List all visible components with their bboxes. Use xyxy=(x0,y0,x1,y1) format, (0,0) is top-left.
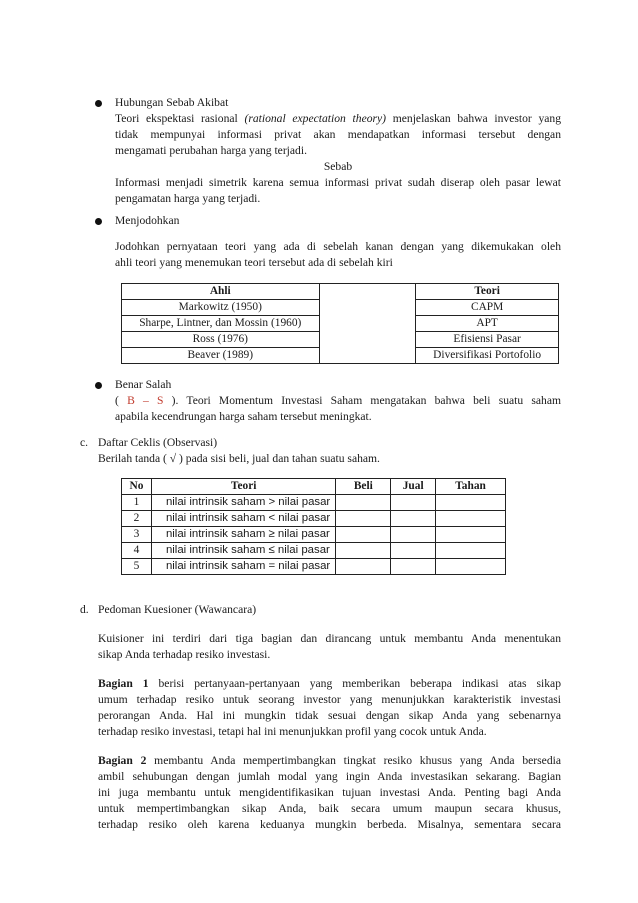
paragraph-line: Jodohkan pernyataan teori yang ada di sebelah kanan dengan yang dikemukakan oleh xyxy=(115,240,561,253)
section-title-sebab-akibat: Hubungan Sebab Akibat xyxy=(115,96,229,109)
gap-column xyxy=(319,284,416,364)
ahli-cell: Ross (1976) xyxy=(122,332,320,348)
paragraph-line: sikap Anda terhadap resiko investasi. xyxy=(98,648,271,661)
text-span: ). Teori Momentum Investasi Saham mengatakan bahwa beli suatu saham xyxy=(163,394,561,407)
row-number: 1 xyxy=(122,495,152,511)
list-label-d: d. xyxy=(80,603,89,616)
section-title-pedoman-kuesioner: Pedoman Kuesioner (Wawancara) xyxy=(98,603,257,616)
header-ahli xyxy=(122,284,320,300)
instruction-text: Berilah tanda ( √ ) pada sisi beli, jual dan tahan suatu saham. xyxy=(98,452,380,465)
paragraph-line: terhadap resiko investasi, tetapi hal ini menunjukkan profil yang cocok untuk Anda. xyxy=(98,725,487,738)
tahan-checkbox-cell[interactable] xyxy=(436,495,506,511)
bullet-icon xyxy=(95,218,102,225)
beli-checkbox-cell[interactable] xyxy=(336,543,391,559)
beli-checkbox-cell[interactable] xyxy=(336,527,391,543)
header-jual-label: Jual xyxy=(402,480,424,492)
header-teori-label: Teori xyxy=(474,285,500,297)
header-teori xyxy=(416,284,559,300)
paragraph-line xyxy=(98,677,561,691)
text-span: ( xyxy=(115,394,128,407)
row-number: 2 xyxy=(122,511,152,527)
section-title-menjodohkan: Menjodohkan xyxy=(115,214,180,227)
table-row xyxy=(122,527,506,543)
header-no-label: No xyxy=(129,480,144,492)
paragraph-line: pengamatan harga yang terjadi. xyxy=(115,192,261,205)
header-ahli-label: Ahli xyxy=(209,285,231,297)
tahan-checkbox-cell[interactable] xyxy=(436,511,506,527)
tahan-checkbox-cell[interactable] xyxy=(436,543,506,559)
paragraph-line: mengamati perubahan harga yang terjadi. xyxy=(115,144,307,157)
bullet-icon xyxy=(95,100,102,107)
header-teori xyxy=(151,479,335,495)
ahli-cell: Sharpe, Lintner, dan Mossin (1960) xyxy=(122,316,320,332)
table-header-row xyxy=(122,284,559,300)
paragraph-line: Kuisioner ini terdiri dari tiga bagian dan dirancang untuk membantu Anda menentukan xyxy=(98,632,561,645)
paragraph-line xyxy=(98,754,561,768)
table-header-row xyxy=(122,479,506,495)
section-title-benar-salah: Benar Salah xyxy=(115,378,172,391)
teori-cell: Efisiensi Pasar xyxy=(416,332,559,348)
paragraph-line: ambil sehubungan dengan jumlah modal yang ingin Anda investasikan sekarang. Bagian xyxy=(98,770,561,783)
bullet-icon xyxy=(95,382,102,389)
table-row xyxy=(122,559,506,575)
paragraph-line: tidak mempunyai informasi privat akan mendapatkan informasi tersebut dengan xyxy=(115,128,561,141)
beli-checkbox-cell[interactable] xyxy=(336,511,391,527)
row-number: 5 xyxy=(122,559,152,575)
paragraph-line: terhadap resiko oleh karena keduanya mungkin berbeda. Misalnya, sementara secara xyxy=(98,818,561,831)
table-row xyxy=(122,543,506,559)
table-row xyxy=(122,495,506,511)
tahan-checkbox-cell[interactable] xyxy=(436,527,506,543)
header-beli-label: Beli xyxy=(353,480,373,492)
centered-text: Sebab xyxy=(323,160,353,173)
paragraph-line: ini juga membantu untuk mengidentifikasikan tujuan investasi Anda. Penting bagi Anda xyxy=(98,786,561,799)
teori-cell: nilai intrinsik saham ≤ nilai pasar xyxy=(151,543,335,559)
paragraph-line: umum terhadap resiko untuk seorang investor yang menunjukkan karakteristik investasi xyxy=(98,693,561,706)
paragraph-line: apabila kecendrungan harga saham tersebut meningkat. xyxy=(115,410,372,423)
bagian-2-label: Bagian 2 xyxy=(98,754,147,767)
header-jual xyxy=(391,479,436,495)
bagian-1-label: Bagian 1 xyxy=(98,677,149,690)
text-span: menjelaskan bahwa investor yang xyxy=(386,112,561,125)
header-tahan xyxy=(436,479,506,495)
true-false-marker: B – S xyxy=(127,394,164,407)
jual-checkbox-cell[interactable] xyxy=(391,559,436,575)
teori-cell: nilai intrinsik saham = nilai pasar xyxy=(151,559,335,575)
paragraph-line xyxy=(115,394,561,408)
paragraph-line: ahli teori yang menemukan teori tersebut ada di sebelah kiri xyxy=(115,256,393,269)
tahan-checkbox-cell[interactable] xyxy=(436,559,506,575)
text-span: berisi pertanyaan-pertanyaan yang memberikan beberapa indikasi atas sikap xyxy=(148,677,561,690)
teori-cell: nilai intrinsik saham ≥ nilai pasar xyxy=(151,527,335,543)
teori-cell: nilai intrinsik saham > nilai pasar xyxy=(151,495,335,511)
teori-cell: APT xyxy=(416,316,559,332)
checklist-table xyxy=(121,478,506,575)
row-number: 3 xyxy=(122,527,152,543)
text-span: Teori ekspektasi rasional xyxy=(115,112,245,125)
text-span: membantu Anda mempertimbangkan tingkat resiko khusus yang Anda bersedia xyxy=(146,754,561,767)
paragraph-line: Informasi menjadi simetrik karena semua informasi privat sudah diserap oleh pasar lewat xyxy=(115,176,561,189)
section-title-daftar-ceklis: Daftar Ceklis (Observasi) xyxy=(98,436,218,449)
header-beli xyxy=(336,479,391,495)
matching-table xyxy=(121,283,559,364)
jual-checkbox-cell[interactable] xyxy=(391,511,436,527)
table-row xyxy=(122,511,506,527)
header-tahan-label: Tahan xyxy=(455,480,486,492)
ahli-cell: Markowitz (1950) xyxy=(122,300,320,316)
jual-checkbox-cell[interactable] xyxy=(391,527,436,543)
list-label-c: c. xyxy=(80,436,89,449)
ahli-cell: Beaver (1989) xyxy=(122,348,320,364)
row-number: 4 xyxy=(122,543,152,559)
paragraph-line: untuk mempertimbangkan sikap Anda, baik secara umum maupun secara khusus, xyxy=(98,802,561,815)
teori-cell: nilai intrinsik saham < nilai pasar xyxy=(151,511,335,527)
jual-checkbox-cell[interactable] xyxy=(391,543,436,559)
header-teori-label: Teori xyxy=(230,480,257,492)
teori-cell: Diversifikasi Portofolio xyxy=(416,348,559,364)
header-no xyxy=(122,479,152,495)
jual-checkbox-cell[interactable] xyxy=(391,495,436,511)
beli-checkbox-cell[interactable] xyxy=(336,495,391,511)
emphasis-text: (rational expectation theory) xyxy=(244,112,387,125)
paragraph-line xyxy=(115,112,561,126)
paragraph-line: perorangan Anda. Hal ini mungkin tidak sesuai dengan sikap Anda yang sebenarnya xyxy=(98,709,561,722)
teori-cell: CAPM xyxy=(416,300,559,316)
beli-checkbox-cell[interactable] xyxy=(336,559,391,575)
